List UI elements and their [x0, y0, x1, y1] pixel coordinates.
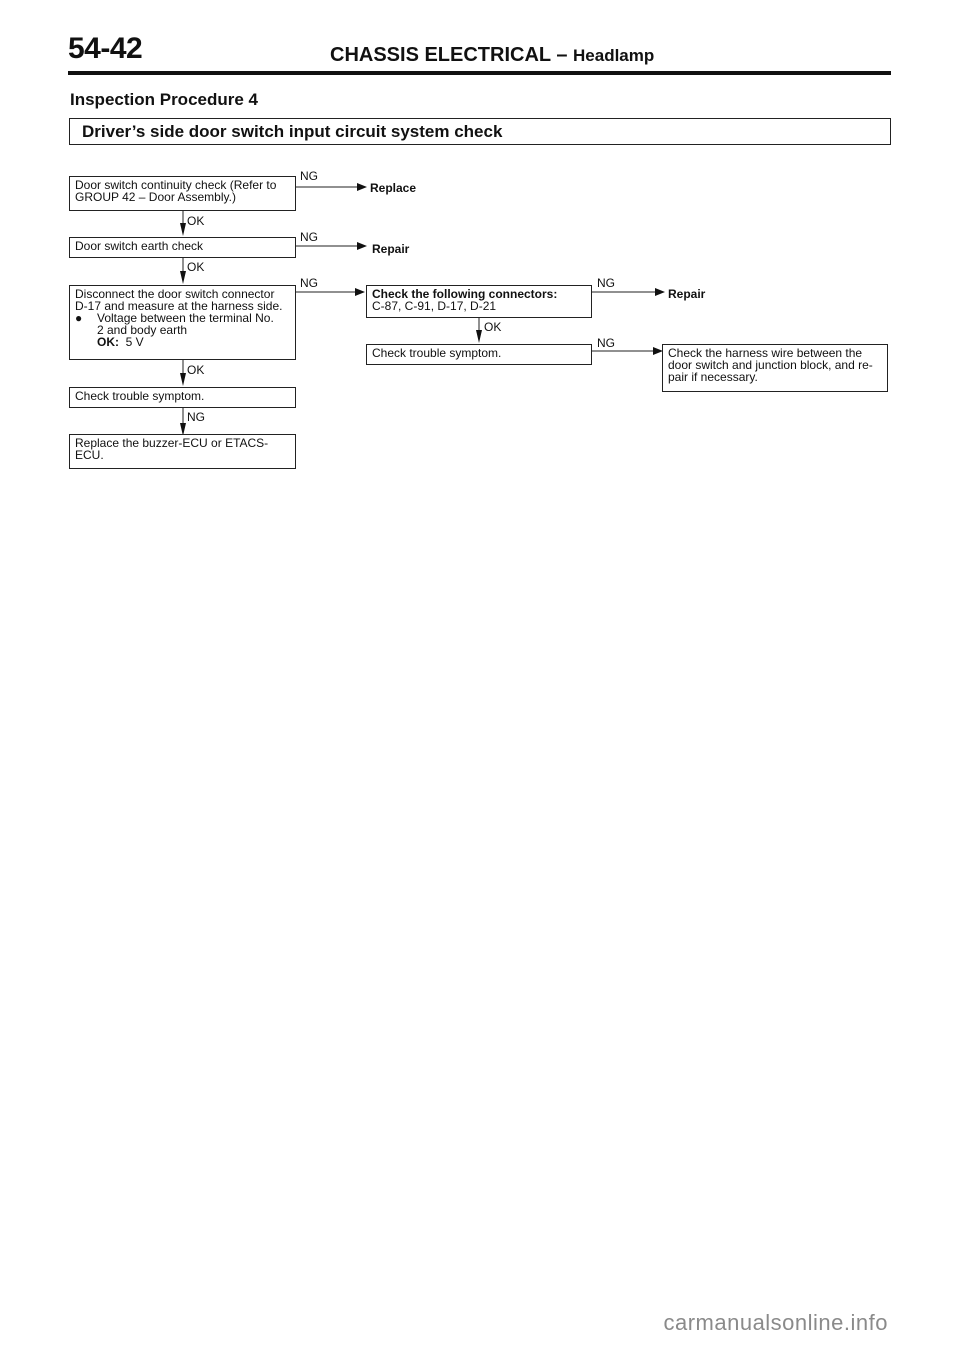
- ng-label: NG: [597, 336, 615, 350]
- result-replace: Replace: [370, 181, 417, 195]
- result-repair: Repair: [372, 242, 410, 256]
- step-harness-check: [662, 344, 888, 392]
- step-earth-text: Door switch earth check: [75, 239, 204, 253]
- trouble-symptom-2-text: Check trouble symptom.: [372, 346, 502, 360]
- replace-ecu-line2: ECU.: [75, 448, 104, 462]
- ng-label: NG: [300, 230, 318, 244]
- step-voltage-measure: [69, 285, 296, 360]
- subsection-name: Headlamp: [573, 46, 655, 65]
- bullet-icon: ●: [75, 311, 83, 325]
- procedure-label: Inspection Procedure 4: [70, 90, 258, 109]
- harness-line1: Check the harness wire between the: [668, 346, 863, 360]
- connectors-title: Check the following connectors:: [372, 287, 558, 301]
- ok-spec-value: 5 V: [125, 335, 144, 349]
- harness-line3: pair if necessary.: [668, 370, 758, 384]
- step-trouble-symptom-1: [69, 387, 296, 408]
- step-continuity-line2: GROUP 42 – Door Assembly.): [75, 190, 236, 204]
- ok-label: OK: [187, 214, 205, 228]
- connectors-list: C-87, C-91, D-17, D-21: [372, 299, 497, 313]
- ng-label: NG: [300, 169, 318, 183]
- replace-ecu-line1: Replace the buzzer-ECU or ETACS-: [75, 436, 269, 450]
- procedure-title: Driver’s side door switch input circuit system check: [69, 118, 891, 145]
- ok-label: OK: [187, 260, 205, 274]
- step-continuity-check: [69, 176, 296, 211]
- step-voltage-line1: Disconnect the door switch connector: [75, 287, 275, 301]
- section-separator: –: [550, 44, 574, 66]
- ng-label: NG: [597, 276, 615, 290]
- step-replace-ecu: [69, 434, 296, 469]
- watermark: carmanualsonline.info: [663, 1310, 888, 1335]
- ng-label: NG: [300, 276, 318, 290]
- step-voltage-line2: D-17 and measure at the harness side.: [75, 299, 283, 313]
- harness-line2: door switch and junction block, and re-: [668, 358, 873, 372]
- step-voltage-bullet-text: Voltage between the terminal No.: [97, 311, 274, 325]
- step-continuity-line1: Door switch continuity check (Refer to: [75, 178, 277, 192]
- page-number: 54-42: [68, 32, 143, 65]
- ok-spec-label: OK:: [97, 335, 119, 349]
- ok-label: OK: [484, 320, 502, 334]
- step-voltage-bullet-cont: 2 and body earth: [97, 323, 188, 337]
- section-name: CHASSIS ELECTRICAL: [330, 44, 551, 66]
- result-repair: Repair: [668, 287, 706, 301]
- step-connectors-check: [366, 285, 592, 318]
- step-trouble-symptom-2: [366, 344, 592, 365]
- step-earth-check: [69, 237, 296, 258]
- ok-label: OK: [187, 363, 205, 377]
- trouble-symptom-1-text: Check trouble symptom.: [75, 389, 205, 403]
- ng-label: NG: [187, 410, 205, 424]
- step-voltage-ok: [75, 336, 290, 348]
